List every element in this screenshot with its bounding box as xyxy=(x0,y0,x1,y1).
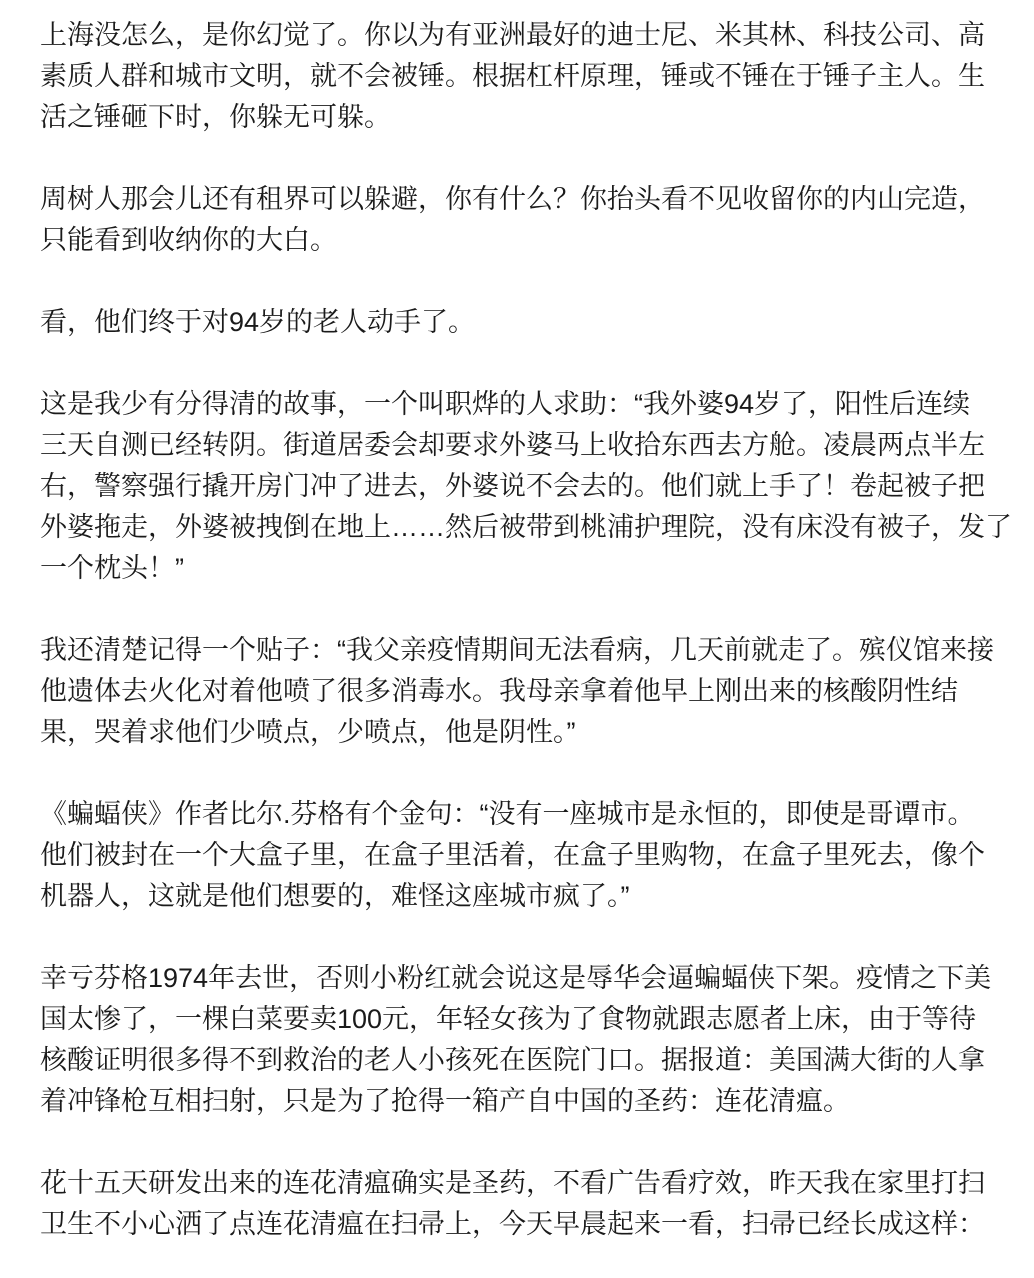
text-line: 果，哭着求他们少喷点，少喷点，他是阴性。” xyxy=(40,717,576,747)
paragraph xyxy=(40,302,992,343)
text-line: 看，他们终于对94岁的老人动手了。 xyxy=(40,307,476,337)
article-body xyxy=(40,15,1012,1278)
text-line: 《蝙蝠侠》作者比尔.芬格有个金句：“没有一座城市是永恒的，即使是哥谭市。 xyxy=(40,799,975,829)
text-line: 我还清楚记得一个贴子：“我父亲疫情期间无法看病，几天前就走了。殡仪馆来接 xyxy=(40,635,994,665)
paragraph xyxy=(40,15,992,138)
text-line: 一个枕头！” xyxy=(40,553,184,583)
text-line: 素质人群和城市文明，就不会被锤。根据杠杆原理，锤或不锤在于锤子主人。生 xyxy=(40,61,985,91)
text-line: 国太惨了，一棵白菜要卖100元，年轻女孩为了食物就跟志愿者上床，由于等待 xyxy=(40,1004,977,1034)
paragraph xyxy=(40,384,1012,589)
text-line: 外婆拖走，外婆被拽倒在地上……然后被带到桃浦护理院，没有床没有被子，发了 xyxy=(40,512,1012,542)
text-line: 他遗体去火化对着他喷了很多消毒水。我母亲拿着他早上刚出来的核酸阴性结 xyxy=(40,676,958,706)
text-line: 只能看到收纳你的大白。 xyxy=(40,225,337,255)
text-line: 机器人，这就是他们想要的，难怪这座城市疯了。” xyxy=(40,881,630,911)
text-line: 这是我少有分得清的故事，一个叫职烨的人求助：“我外婆94岁了，阳性后连续 xyxy=(40,389,971,419)
paragraph xyxy=(40,794,992,917)
text-line: 他们被封在一个大盒子里，在盒子里活着，在盒子里购物，在盒子里死去，像个 xyxy=(40,840,985,870)
text-line: 三天自测已经转阴。街道居委会却要求外婆马上收拾东西去方舱。凌晨两点半左 xyxy=(40,430,985,460)
text-line: 右，警察强行撬开房门冲了进去，外婆说不会去的。他们就上手了！卷起被子把 xyxy=(40,471,985,501)
paragraph xyxy=(40,958,992,1122)
text-line: 活之锤砸下时，你躲无可躲。 xyxy=(40,102,391,132)
text-line: 周树人那会儿还有租界可以躲避，你有什么？你抬头看不见收留你的内山完造， xyxy=(40,184,985,214)
text-line: 核酸证明很多得不到救治的老人小孩死在医院门口。据报道：美国满大街的人拿 xyxy=(40,1045,985,1075)
text-line: 花十五天研发出来的连花清瘟确实是圣药，不看广告看疗效，昨天我在家里打扫 xyxy=(40,1168,985,1198)
paragraph xyxy=(40,630,992,753)
text-line: 幸亏芬格1974年去世，否则小粉红就会说这是辱华会逼蝙蝠侠下架。疫情之下美 xyxy=(40,963,992,993)
paragraph xyxy=(40,1163,992,1245)
text-line: 上海没怎么，是你幻觉了。你以为有亚洲最好的迪士尼、米其林、科技公司、高 xyxy=(40,20,985,50)
text-line: 着冲锋枪互相扫射，只是为了抢得一箱产自中国的圣药：连花清瘟。 xyxy=(40,1086,850,1116)
paragraph xyxy=(40,179,992,261)
text-line: 卫生不小心洒了点连花清瘟在扫帚上，今天早晨起来一看，扫帚已经长成这样： xyxy=(40,1209,985,1239)
